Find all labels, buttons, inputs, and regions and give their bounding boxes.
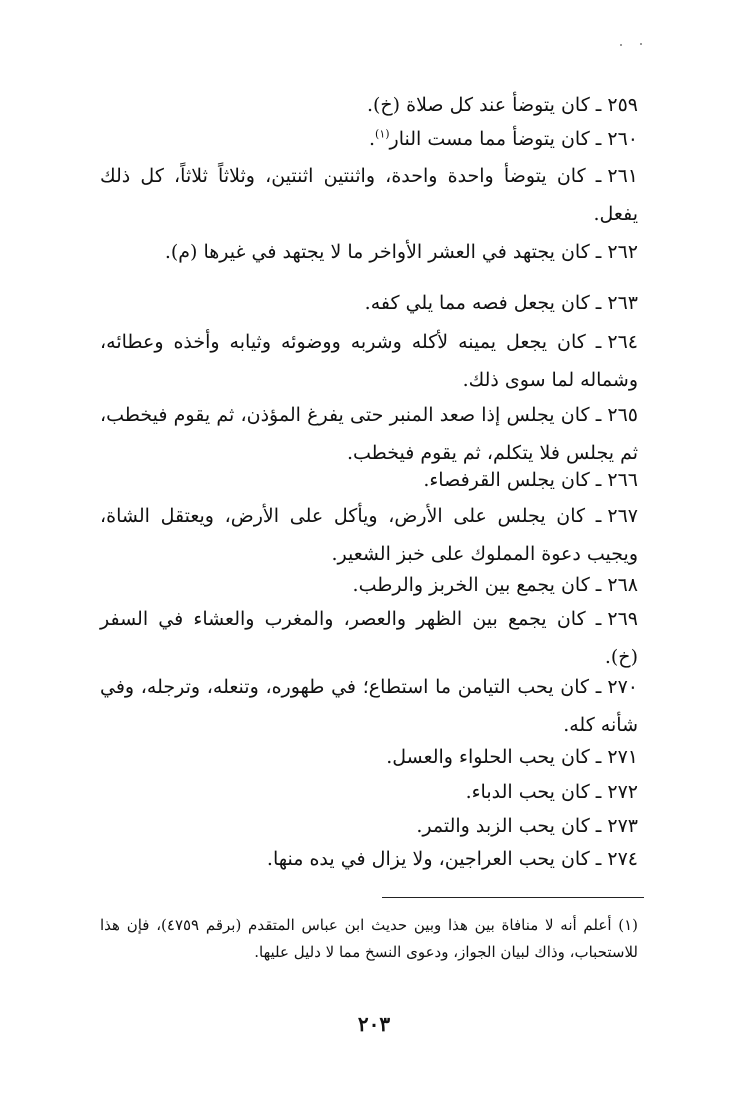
entry-number: ٢٦٦	[607, 469, 638, 491]
entry-text: كان يجتهد في العشر الأواخر ما لا يجتهد في غيرها (م).	[164, 241, 590, 263]
footnote-marker[interactable]: (١)	[375, 127, 390, 141]
entry-text: كان يتوضأ واحدة واحدة، واثنتين اثنتين، وثلاثاً ثلاثاً، كل ذلك يفعل.	[100, 165, 638, 225]
entry-number: ٢٧٤	[607, 848, 638, 870]
entry-text: كان يحب الزبد والتمر.	[416, 815, 590, 837]
entry-text: كان يجعل يمينه لأكله وشربه ووضوئه وثيابه وأخذه وعطائه، وشماله لما سوى ذلك.	[100, 331, 638, 391]
hadith-entry: ٢٦٨ـ كان يجمع بين الخربز والرطب.	[352, 574, 638, 596]
hadith-entry: ٢٦٦ـ كان يجلس القرفصاء.	[423, 469, 638, 491]
entry-text: كان يحب التيامن ما استطاع؛ في طهوره، وتنعله، وترجله، وفي شأنه كله.	[100, 676, 638, 736]
entry-number: ٢٦٩	[607, 608, 638, 630]
hadith-entry: ٢٦٣ـ كان يجعل فصه مما يلي كفه.	[364, 292, 638, 314]
entry-text: كان يجمع بين الظهر والعصر، والمغرب والعشاء في السفر (خ).	[100, 608, 638, 668]
hadith-entry: ٢٧٢ـ كان يحب الدباء.	[465, 781, 638, 803]
entry-text: كان يجلس القرفصاء.	[423, 469, 590, 491]
hadith-entry: ٢٦٠ـ كان يتوضأ مما مست النار$^{(١)}$.	[368, 127, 638, 150]
entry-text: كان يجلس على الأرض، ويأكل على الأرض، ويعتقل الشاة، ويجيب دعوة المملوك على خبز الشعير.	[100, 505, 638, 565]
page-number: ٢٠٣	[357, 1012, 391, 1036]
entry-number: ٢٦١	[607, 165, 638, 187]
entry-number: ٢٦٢	[607, 241, 638, 263]
footnote-separator	[382, 897, 644, 898]
footnote: (١) أعلم أنه لا منافاة بين هذا وبين حديث ابن عباس المتقدم (برقم ٤٧٥٩)، فإن هذا للاستحباب، وذاك لبيان الجواز، ودعوى النسخ مما لا دليل عليها.	[100, 916, 638, 961]
hadith-entry: ٢٦١ـ كان يتوضأ واحدة واحدة، واثنتين اثنتين، وثلاثاً ثلاثاً، كل ذلك يفعل.	[100, 165, 638, 225]
hadith-entry: ٢٦٧ـ كان يجلس على الأرض، ويأكل على الأرض، ويعتقل الشاة، ويجيب دعوة المملوك على خبز الشعير.	[100, 505, 638, 565]
entry-number: ٢٦٤	[607, 331, 638, 353]
hadith-entry: ٢٧٠ـ كان يحب التيامن ما استطاع؛ في طهوره، وتنعله، وترجله، وفي شأنه كله.	[100, 676, 638, 736]
entry-number: ٢٧٢	[607, 781, 638, 803]
hadith-entry: ٢٧٤ـ كان يحب العراجين، ولا يزال في يده منها.	[266, 848, 638, 870]
hadith-entry: ٢٧١ـ كان يحب الحلواء والعسل.	[386, 746, 638, 768]
entry-text: كان يحب العراجين، ولا يزال في يده منها.	[266, 848, 590, 870]
hadith-entry: ٢٧٣ـ كان يحب الزبد والتمر.	[416, 815, 638, 837]
entry-text: كان يجلس إذا صعد المنبر حتى يفرغ المؤذن، ثم يقوم فيخطب، ثم يجلس فلا يتكلم، ثم يقوم فيخطب.	[100, 404, 638, 464]
entry-text: كان يحب الحلواء والعسل.	[386, 746, 590, 768]
entry-number: ٢٧١	[607, 746, 638, 768]
entry-number: ٢٧٠	[607, 676, 638, 698]
hadith-entry: ٢٦٥ـ كان يجلس إذا صعد المنبر حتى يفرغ المؤذن، ثم يقوم فيخطب، ثم يجلس فلا يتكلم، ثم يقوم فيخطب.	[100, 404, 638, 464]
entry-text: كان يحب الدباء.	[465, 781, 590, 803]
entry-text: كان يتوضأ عند كل صلاة (خ).	[366, 94, 590, 116]
entry-text: كان يتوضأ مما مست النار	[389, 128, 590, 150]
hadith-entry: ٢٥٩ـ كان يتوضأ عند كل صلاة (خ).	[366, 94, 638, 116]
entry-number: ٢٦٣	[607, 292, 638, 314]
entry-number: ٢٦٨	[607, 574, 638, 596]
entry-text: كان يجمع بين الخربز والرطب.	[352, 574, 590, 596]
entry-number: ٢٧٣	[607, 815, 638, 837]
hadith-entry: ٢٦٩ـ كان يجمع بين الظهر والعصر، والمغرب والعشاء في السفر (خ).	[100, 608, 638, 668]
hadith-entry: ٢٦٤ـ كان يجعل يمينه لأكله وشربه ووضوئه وثيابه وأخذه وعطائه، وشماله لما سوى ذلك.	[100, 331, 638, 391]
scan-speck	[640, 43, 642, 45]
hadith-entry: ٢٦٢ـ كان يجتهد في العشر الأواخر ما لا يجتهد في غيرها (م).	[164, 241, 638, 263]
entry-number: ٢٦٥	[607, 404, 638, 426]
entry-number: ٢٦٠	[607, 128, 638, 150]
entry-number: ٢٦٧	[607, 505, 638, 527]
entry-number: ٢٥٩	[607, 94, 638, 116]
entry-text: كان يجعل فصه مما يلي كفه.	[364, 292, 590, 314]
scan-speck	[620, 44, 622, 46]
